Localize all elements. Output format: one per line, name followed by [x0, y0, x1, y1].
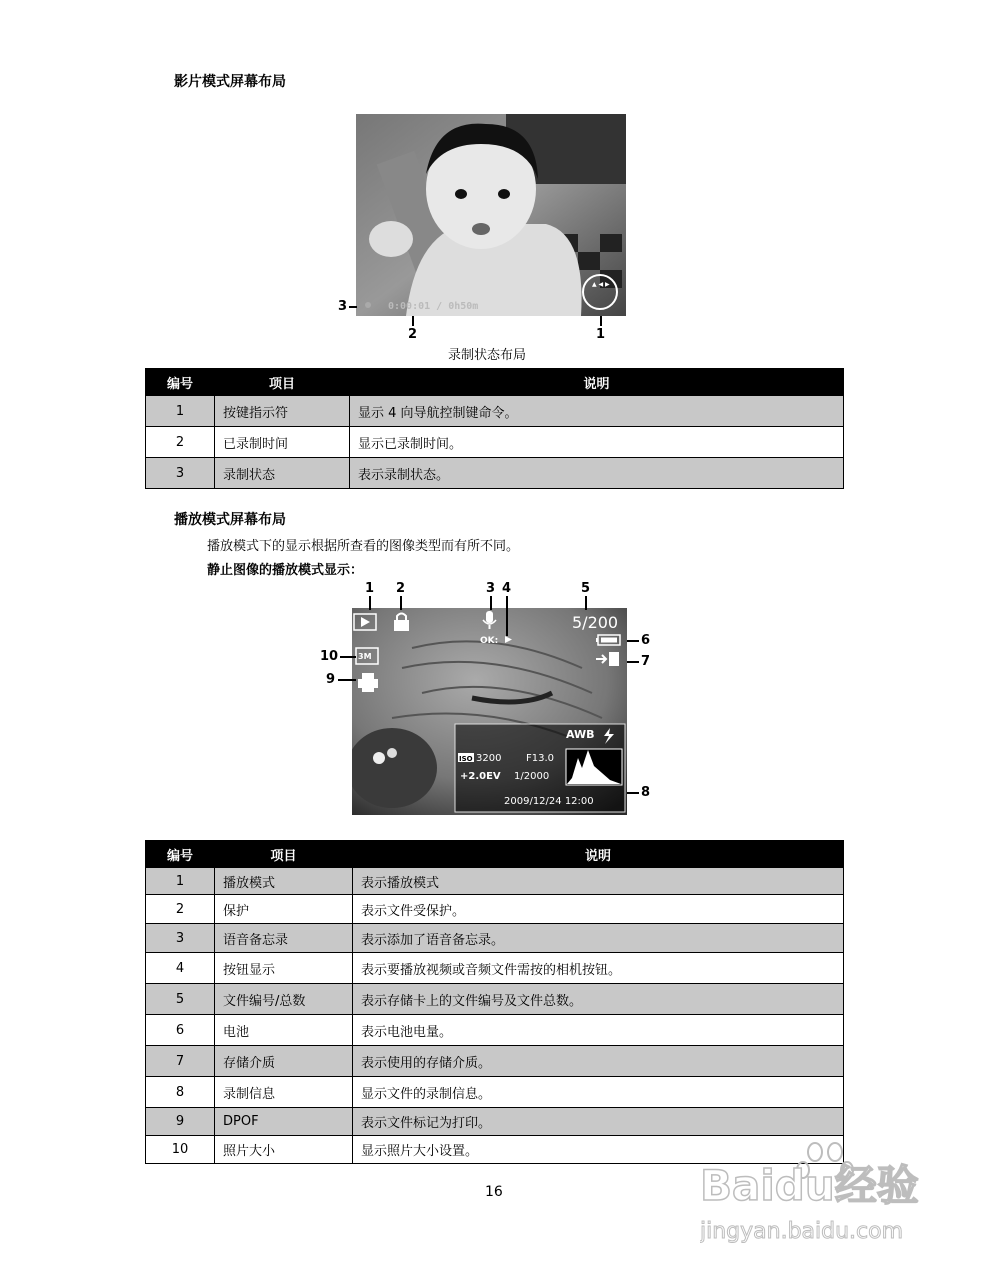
row-number: 10 [146, 1136, 215, 1164]
exposure-value: +2.0EV [460, 771, 501, 782]
callout-2: 2 [408, 327, 418, 342]
row-number: 1 [146, 868, 215, 895]
row-description: 表示播放模式 [353, 868, 844, 895]
callout-line [600, 316, 602, 326]
row-number: 1 [146, 396, 215, 427]
awb-label: AWB [566, 728, 595, 741]
row-item: DPOF [215, 1108, 353, 1136]
callout-line [412, 316, 414, 326]
row-number: 2 [146, 427, 215, 458]
callout-line [338, 679, 356, 681]
row-description: 表示电池电量。 [353, 1015, 844, 1046]
svg-text:ISO: ISO [459, 755, 473, 763]
row-number: 4 [146, 953, 215, 984]
playback-screen-photo [352, 608, 627, 815]
row-number: 9 [146, 1108, 215, 1136]
watermark-logo: Baidu经验 [700, 1161, 919, 1210]
table-row [146, 868, 844, 895]
callout-line [369, 596, 371, 610]
callout-2: 2 [396, 581, 406, 596]
row-description: 表示使用的存储介质。 [353, 1046, 844, 1077]
row-description: 显示文件的录制信息。 [353, 1077, 844, 1108]
callout-1: 1 [596, 327, 606, 342]
histogram [566, 749, 622, 785]
video-mode-screen-photo [356, 114, 626, 316]
table-row [146, 427, 844, 458]
table-row [146, 1077, 844, 1108]
table-row [146, 1046, 844, 1077]
callout-line [627, 640, 639, 642]
callout-line [627, 792, 639, 794]
table-header-description: 说明 [353, 841, 844, 868]
record-datetime: 2009/12/24 12:00 [504, 796, 594, 807]
figure-caption: 录制状态布局 [448, 348, 527, 363]
callout-9: 9 [326, 672, 336, 687]
table-row [146, 1015, 844, 1046]
row-description: 显示照片大小设置。 [353, 1136, 844, 1164]
row-description: 表示文件受保护。 [353, 895, 844, 924]
callout-7: 7 [641, 654, 651, 669]
ok-button-label: OK: [480, 636, 499, 646]
table-row [146, 953, 844, 984]
table-row [146, 1108, 844, 1136]
row-item: 已录制时间 [215, 427, 350, 458]
callout-line [627, 661, 639, 663]
callout-3: 3 [338, 299, 348, 314]
playback-photo-svg [352, 608, 627, 815]
iso-value: 3200 [476, 753, 502, 764]
table-row [146, 396, 844, 427]
row-number: 7 [146, 1046, 215, 1077]
callout-line [585, 596, 587, 610]
callout-4: 4 [502, 581, 512, 596]
table-header-item: 项目 [215, 841, 353, 868]
shutter-value: 1/2000 [514, 771, 550, 782]
table-row [146, 984, 844, 1015]
section2-intro: 播放模式下的显示根据所查看的图像类型而有所不同。 [207, 539, 520, 554]
row-item: 文件编号/总数 [215, 984, 353, 1015]
page-number: 16 [485, 1184, 503, 1200]
row-item: 录制信息 [215, 1077, 353, 1108]
row-description: 表示要播放视频或音频文件需按的相机按钮。 [353, 953, 844, 984]
callout-line [506, 596, 508, 636]
callout-5: 5 [581, 581, 591, 596]
row-item: 按钮显示 [215, 953, 353, 984]
callout-1: 1 [365, 581, 375, 596]
row-number: 6 [146, 1015, 215, 1046]
callout-10: 10 [320, 649, 339, 664]
row-item: 照片大小 [215, 1136, 353, 1164]
baidu-logo-svg [700, 1140, 960, 1250]
row-item: 播放模式 [215, 868, 353, 895]
row-item: 语音备忘录 [215, 924, 353, 953]
row-description: 表示录制状态。 [350, 458, 844, 489]
table-header-number: 编号 [146, 841, 215, 868]
callout-line [490, 596, 492, 610]
callout-8: 8 [641, 785, 651, 800]
row-number: 8 [146, 1077, 215, 1108]
file-counter: 5/200 [572, 613, 619, 632]
row-item: 保护 [215, 895, 353, 924]
callout-line [349, 306, 357, 308]
row-number: 2 [146, 895, 215, 924]
callout-line [400, 596, 402, 610]
row-number: 3 [146, 924, 215, 953]
row-description: 表示存储卡上的文件编号及文件总数。 [353, 984, 844, 1015]
video-mode-photo-svg [356, 114, 626, 316]
row-description: 表示文件标记为打印。 [353, 1108, 844, 1136]
osd-dial-label: ▲ ◀ ▶ [592, 281, 610, 288]
table-row [146, 895, 844, 924]
table-header-item: 项目 [215, 369, 350, 396]
baidu-jingyan-watermark [700, 1140, 960, 1250]
callout-3: 3 [486, 581, 496, 596]
row-item: 电池 [215, 1015, 353, 1046]
row-item: 按键指示符 [215, 396, 350, 427]
video-mode-table [145, 368, 844, 489]
playback-mode-table [145, 840, 844, 1164]
section1-heading: 影片模式屏幕布局 [174, 74, 286, 90]
watermark-url: jingyan.baidu.com [700, 1219, 904, 1244]
section2-subheading: 静止图像的播放模式显示： [207, 563, 364, 578]
row-description: 显示 4 向导航控制键命令。 [350, 396, 844, 427]
osd-record-time: 0:00:01 / 0h50m [388, 301, 479, 312]
table-header-number: 编号 [146, 369, 215, 396]
svg-text:3M: 3M [358, 652, 372, 661]
callout-6: 6 [641, 633, 651, 648]
row-description: 表示添加了语音备忘录。 [353, 924, 844, 953]
row-item: 录制状态 [215, 458, 350, 489]
row-number: 5 [146, 984, 215, 1015]
row-number: 3 [146, 458, 215, 489]
row-item: 存储介质 [215, 1046, 353, 1077]
aperture-value: F13.0 [526, 753, 555, 764]
table-row [146, 458, 844, 489]
table-header-description: 说明 [350, 369, 844, 396]
section2-heading: 播放模式屏幕布局 [174, 512, 286, 528]
row-description: 显示已录制时间。 [350, 427, 844, 458]
table-row [146, 924, 844, 953]
callout-line [340, 656, 356, 658]
